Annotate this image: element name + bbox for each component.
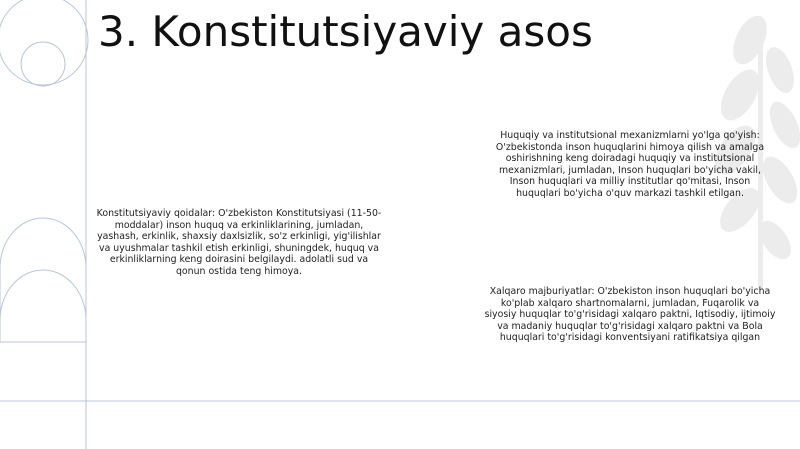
page-title: 3. Konstitutsiyaviy asos	[98, 7, 593, 56]
deco-circle-small	[21, 42, 65, 86]
deco-arc-upper	[0, 218, 86, 342]
deco-arc-lower	[0, 270, 86, 320]
international-obligations-text: Xalqaro majburiyatlar: O'zbekiston inson huquqlari bo'yicha ko'plab xalqaro shartnomalarni, jumladan, Fuqarolik va siyosiy huquqlar to'g'risidagi xalqaro paktni, Iqtisodiy, ijtimoiy va madaniy huquqlar to'g'risidagi xalqaro paktni va Bola huquqlari to'g'risidagi konventsiyani ratifikatsiya qilgan	[484, 286, 776, 344]
constitutional-rules-text: Konstitutsiyaviy qoidalar: O'zbekiston Konstitutsiyasi (11-50-moddalar) inson huquq va erkinliklarining, jumladan, yashash, erkinlik, shaxsiy daxlsizlik, so'z erkinligi, yig'ilishlar va uyushmalar tashkil etish erkinligi, shuningdek, huquq va erkinliklarning keng doirasini belgilaydi. adolatli sud va qonun ostida teng himoya.	[96, 208, 382, 277]
legal-mechanisms-text: Huquqiy va institutsional mexanizmlarni yo'lga qo'yish: O'zbekistonda inson huquqlarini himoya qilish va amalga oshirishning keng doiradagi huquqiy va institutsional mexanizmlari, jumladan, Inson huquqlari bo'yicha vakil, Inson huquqlari va milliy institutlar qo'mitasi, Inson huquqlari bo'yicha o'quv markazi tashkil etilgan.	[495, 130, 765, 199]
